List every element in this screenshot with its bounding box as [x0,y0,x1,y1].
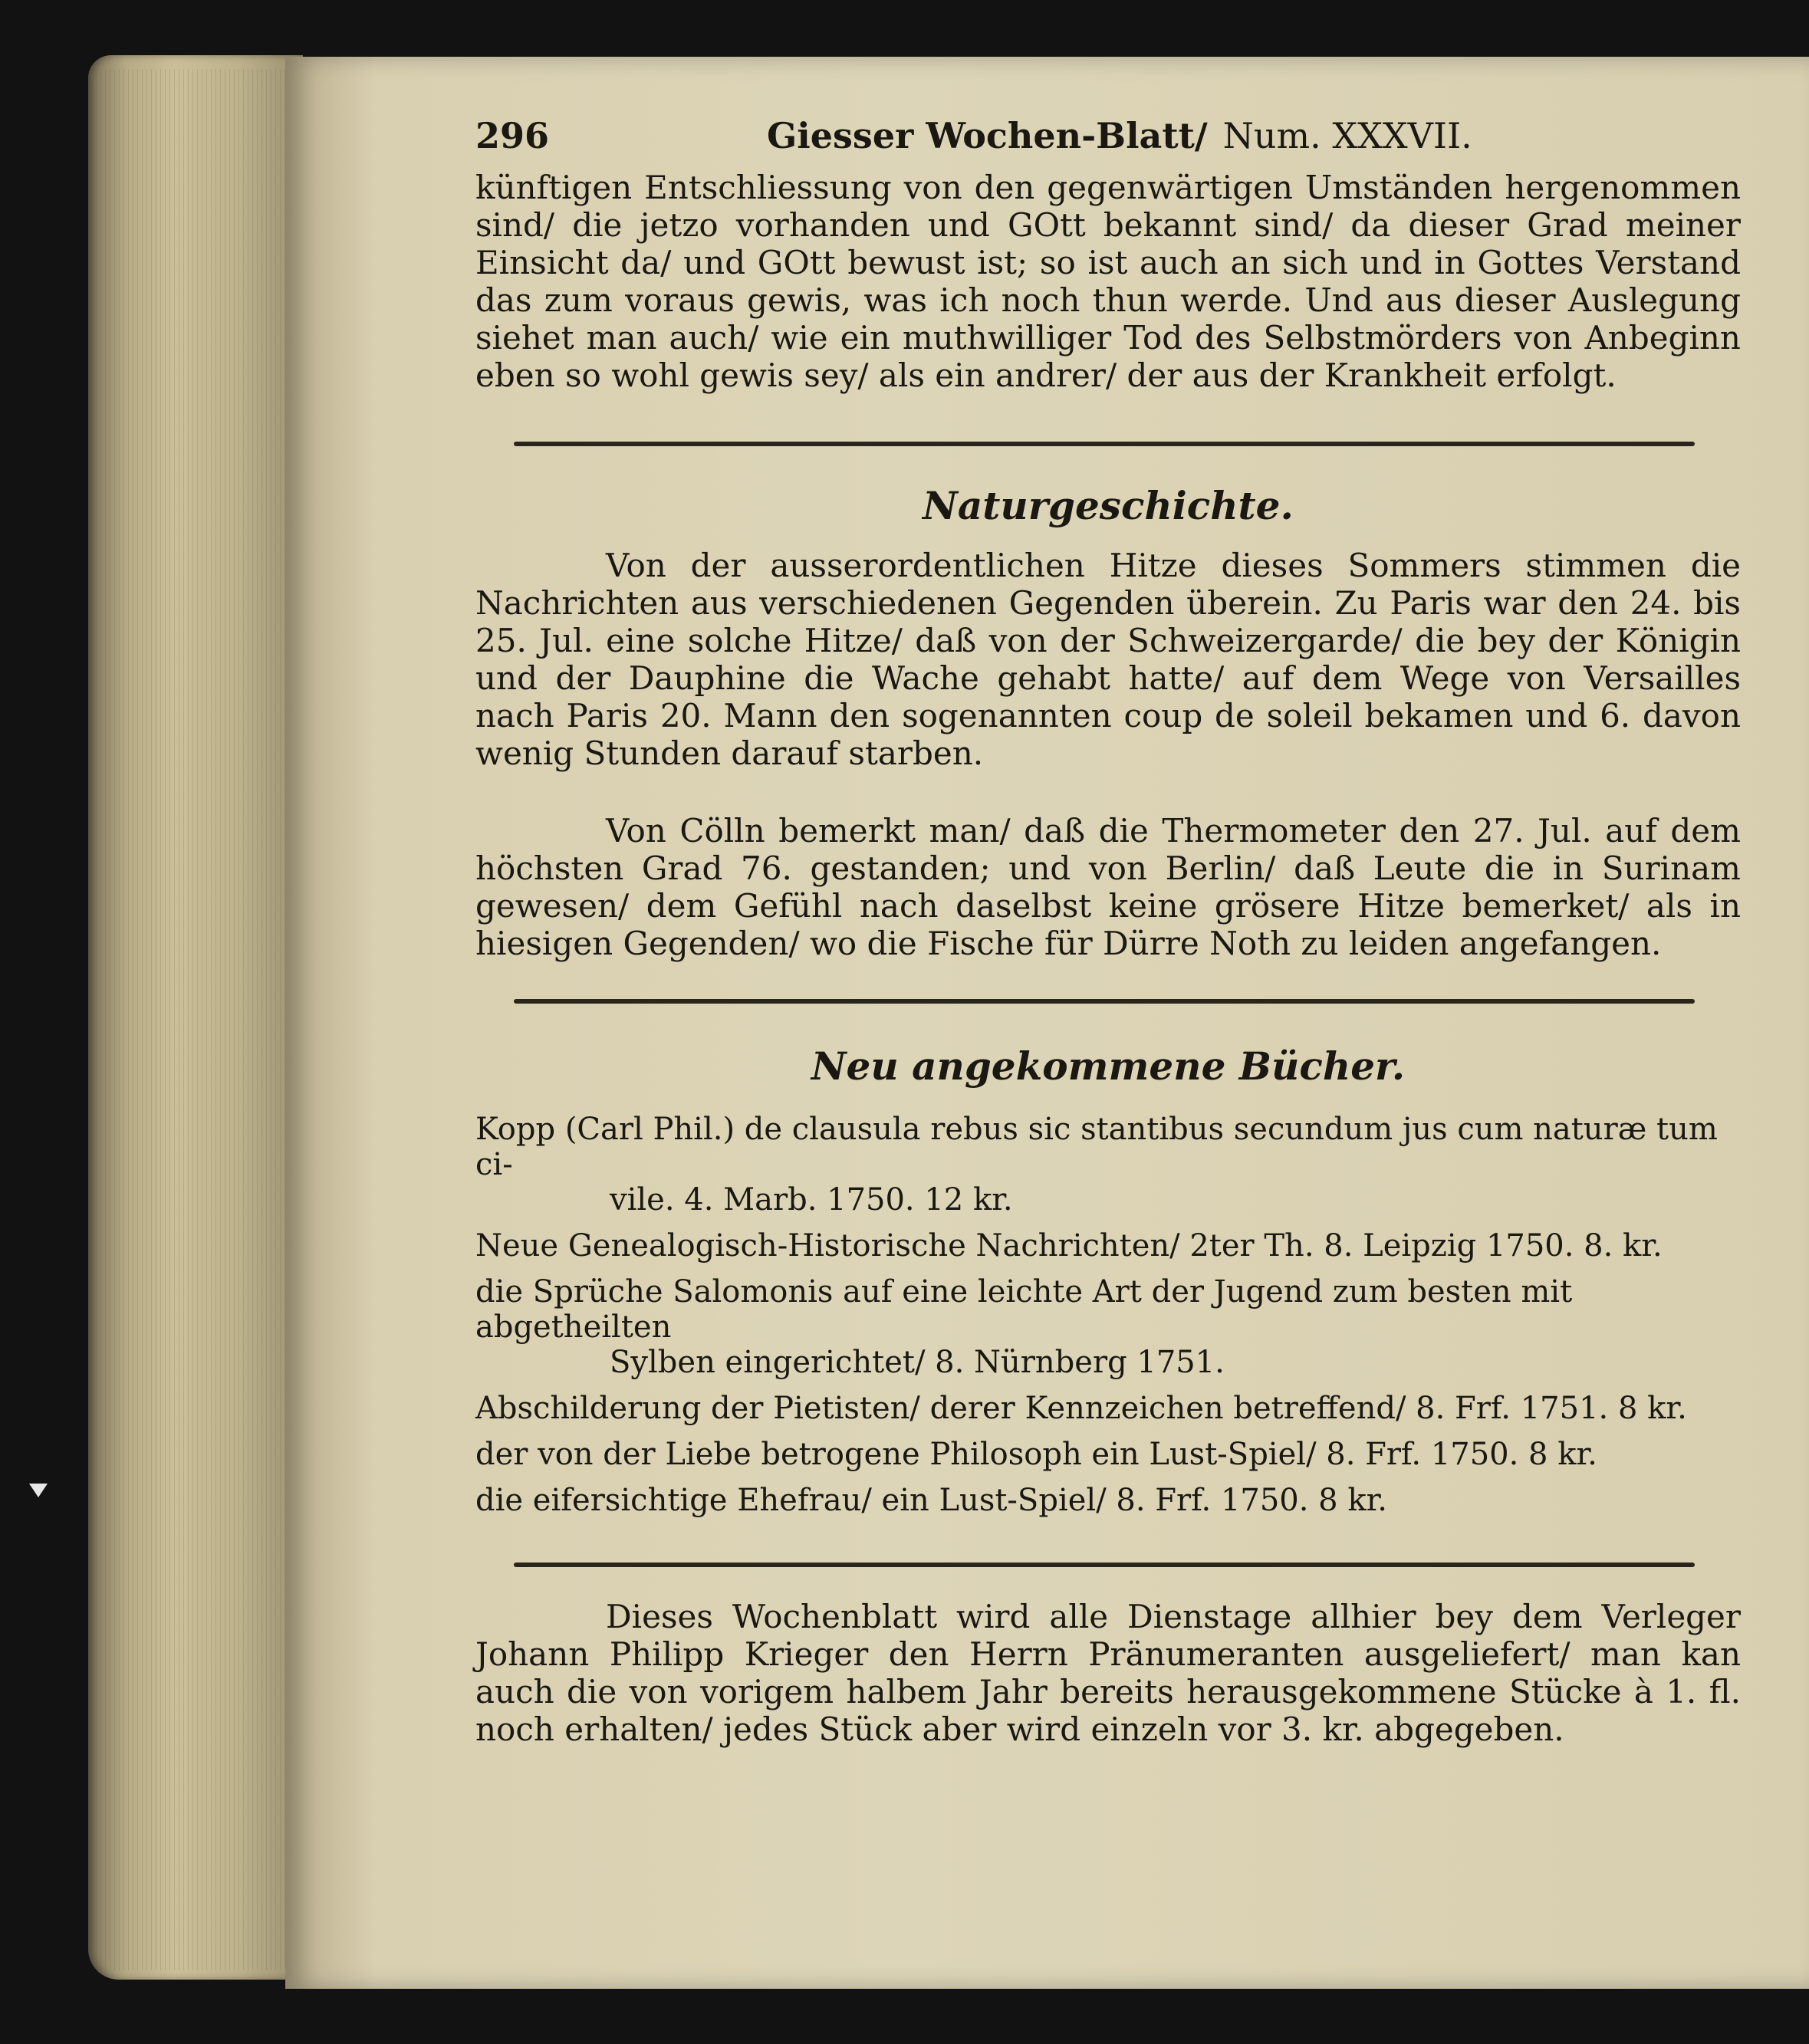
book-entry-line: Neue Genealogisch-Historische Nachrichten/ 2ter Th. 8. Leipzig 1750. 8. kr. [475,1228,1663,1264]
natural-history-paragraph: Von Cölln bemerkt man/ daß die Thermometer den 27. Jul. auf dem höchsten Grad 76. gestanden; und von Berlin/ daß Leute die in Surinam gewesen/ dem Gefühl nach daselbst keine grösere Hitze bemerket/ als in hiesigen Gegenden/ wo die Fische für Dürre Noth zu leiden angefangen. [475,812,1741,962]
new-books-title: Neu angekommene Bücher. [811,1043,1406,1089]
periodical-title: Giesser Wochen-Blatt/ [767,115,1208,156]
natural-history-paragraph: Von der ausserordentlichen Hitze dieses Sommers stimmen die Nachrichten aus verschiedenen Gegenden überein. Zu Paris war den 24. bis 25. Jul. eine solche Hitze/ daß von der Schweizergarde/ die bey der Königin und der Dauphine die Wache gehabt hatte/ auf dem Wege von Versailles nach Paris 20. Mann den sogenannten coup de soleil bekamen und 6. davon wenig Stunden darauf starben. [475,547,1741,772]
book-entry-line: Kopp (Carl Phil.) de clausula rebus sic stantibus secundum jus cum naturæ tum ci- [475,1112,1718,1182]
scan-marker-icon [29,1484,48,1497]
intro-paragraph: künftigen Entschliessung von den gegenwärtigen Umständen hergenommen sind/ die jetzo vorhanden und GOtt bekannt sind/ da dieser Grad meiner Einsicht da/ und GOtt bewust ist; so ist auch an sich und in Gottes Verstand das zum voraus gewis, was ich noch thun werde. Und aus dieser Auslegung siehet man auch/ wie ein muthwilliger Tod des Selbstmörders von Anbeginn eben so wohl gewis sey/ als ein andrer/ der aus der Krankheit erfolgt. [475,169,1741,394]
book-entry-continuation: vile. 4. Marb. 1750. 12 kr. [610,1182,1013,1218]
book-entry [475,1483,1741,1518]
book-entry-continuation: Sylben eingerichtet/ 8. Nürnberg 1751. [610,1345,1225,1380]
issue-number: Num. XXXVII. [1222,115,1472,156]
book-entry-line: der von der Liebe betrogene Philosoph ein Lust-Spiel/ 8. Frf. 1750. 8 kr. [475,1437,1597,1472]
book-entry [475,1391,1741,1426]
book-entry [475,1112,1741,1218]
page-number: 296 [475,115,550,156]
publisher-notice: Dieses Wochenblatt wird alle Dienstage allhier bey dem Verleger Johann Philipp Krieger den Herrn Pränumeranten ausgeliefert/ man kan auch die von vorigem halbem Jahr bereits herausgekommene Stücke à 1. fl. noch erhalten/ jedes Stück aber wird einzeln vor 3. kr. abgegeben. [475,1598,1741,1748]
book-entry [475,1228,1741,1264]
book-entry-line: die Sprüche Salomonis auf eine leichte Art der Jugend zum besten mit abgetheilten [475,1274,1573,1345]
book-entry-line: Abschilderung der Pietisten/ derer Kennzeichen betreffend/ 8. Frf. 1751. 8 kr. [475,1391,1687,1426]
page-edge-texture [96,69,295,1970]
book-entry [475,1437,1741,1472]
running-head [475,115,1741,169]
book-entry [475,1274,1741,1380]
book-entry-line: die eifersichtige Ehefrau/ ein Lust-Spiel/ 8. Frf. 1750. 8 kr. [475,1483,1388,1518]
natural-history-title: Naturgeschichte. [923,483,1294,528]
page-content [475,115,1741,1748]
